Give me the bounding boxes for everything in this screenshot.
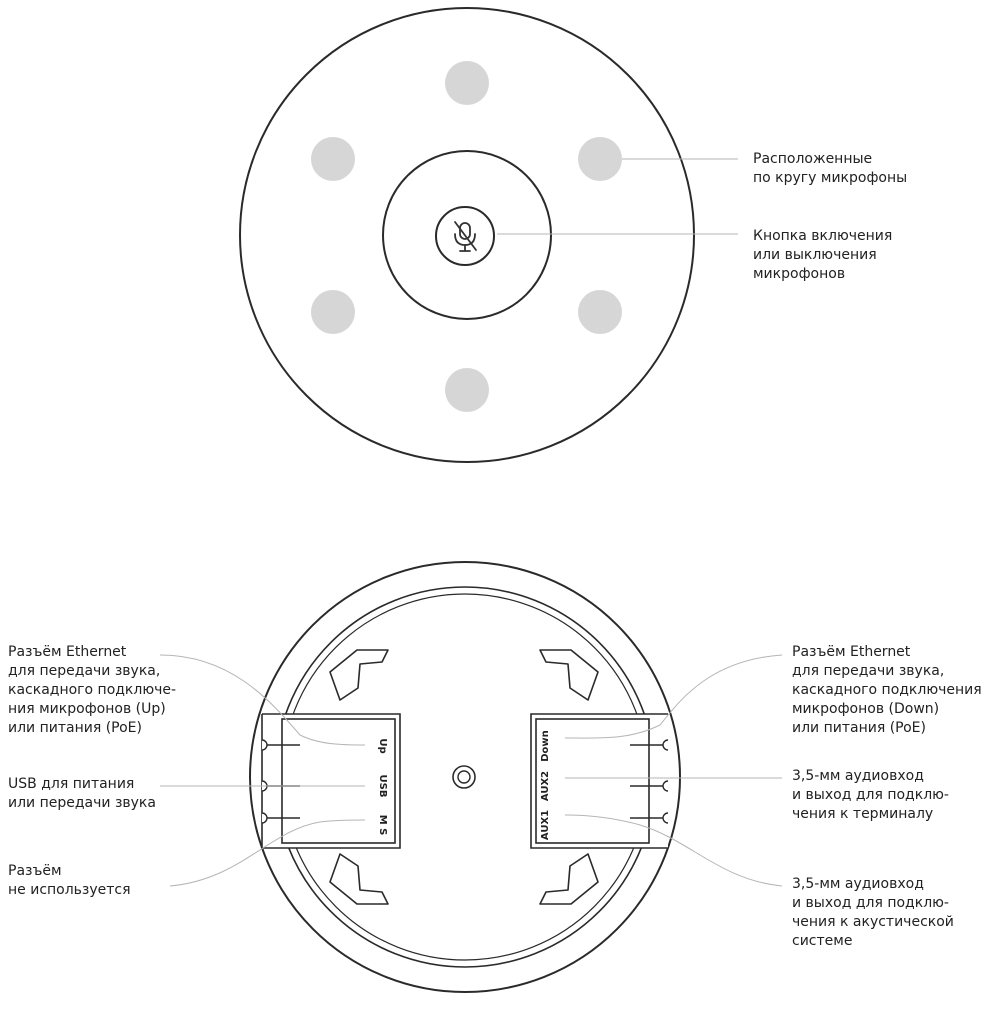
label-line: 3,5-мм аудиовход xyxy=(792,876,924,892)
microphone xyxy=(578,290,622,334)
port-label-aux1: AUX1 xyxy=(540,809,551,841)
label-line: Кнопка включения xyxy=(753,228,893,244)
mounting-clip xyxy=(330,854,388,904)
callout-usb xyxy=(8,775,156,813)
label-line: или питания (PoE) xyxy=(8,720,142,736)
label-line: чения к терминалу xyxy=(792,806,934,822)
label-line: системе xyxy=(792,933,853,949)
port-label-aux2: AUX2 xyxy=(540,770,551,802)
mounting-clip xyxy=(330,650,388,700)
center-screw-inner xyxy=(458,771,470,783)
label-line: USB для питания xyxy=(8,776,135,792)
callout-microphones xyxy=(753,150,907,188)
port-label-usb: USB xyxy=(377,774,388,798)
label-line: Разъём Ethernet xyxy=(792,644,911,660)
bottom-device xyxy=(160,562,782,992)
callout-ethernet-down xyxy=(792,643,982,738)
label-line: ния микрофонов (Up) xyxy=(8,701,166,717)
label-line: чения к акустической xyxy=(792,914,954,930)
label-line: и выход для подклю- xyxy=(792,787,949,803)
microphone xyxy=(445,368,489,412)
label-line: каскадного подключения xyxy=(792,682,982,698)
label-line: для передачи звука, xyxy=(8,663,161,679)
label-line: не используется xyxy=(8,882,131,898)
top-device xyxy=(240,8,738,462)
label-line: и выход для подклю- xyxy=(792,895,949,911)
port-label-up: Up xyxy=(377,738,388,754)
callout-aux1 xyxy=(792,875,954,951)
callout-mute-button xyxy=(753,227,892,284)
label-line: или питания (PoE) xyxy=(792,720,926,736)
label-line: микрофонов (Down) xyxy=(792,701,940,717)
mounting-clip xyxy=(540,650,598,700)
port-label-ms: M S xyxy=(377,814,388,836)
microphone xyxy=(578,137,622,181)
callout-unused xyxy=(8,862,131,900)
label-line: для передачи звука, xyxy=(792,663,945,679)
label-line: или передачи звука xyxy=(8,795,156,811)
label-line: 3,5-мм аудиовход xyxy=(792,768,924,784)
microphone xyxy=(311,137,355,181)
label-line: микрофонов xyxy=(753,266,846,282)
port-label-down: Down xyxy=(540,730,551,762)
label-line: или выключения xyxy=(753,247,877,263)
microphone xyxy=(445,61,489,105)
label-line: по кругу микрофоны xyxy=(753,170,908,186)
label-line: каскадного подключе- xyxy=(8,682,177,698)
label-line: Разъём xyxy=(8,863,62,879)
callout-aux2 xyxy=(792,767,949,824)
label-line: Разъём Ethernet xyxy=(8,644,127,660)
microphone xyxy=(311,290,355,334)
label-line: Расположенные xyxy=(753,151,873,167)
callout-ethernet-up xyxy=(8,643,176,738)
mounting-clip xyxy=(540,854,598,904)
